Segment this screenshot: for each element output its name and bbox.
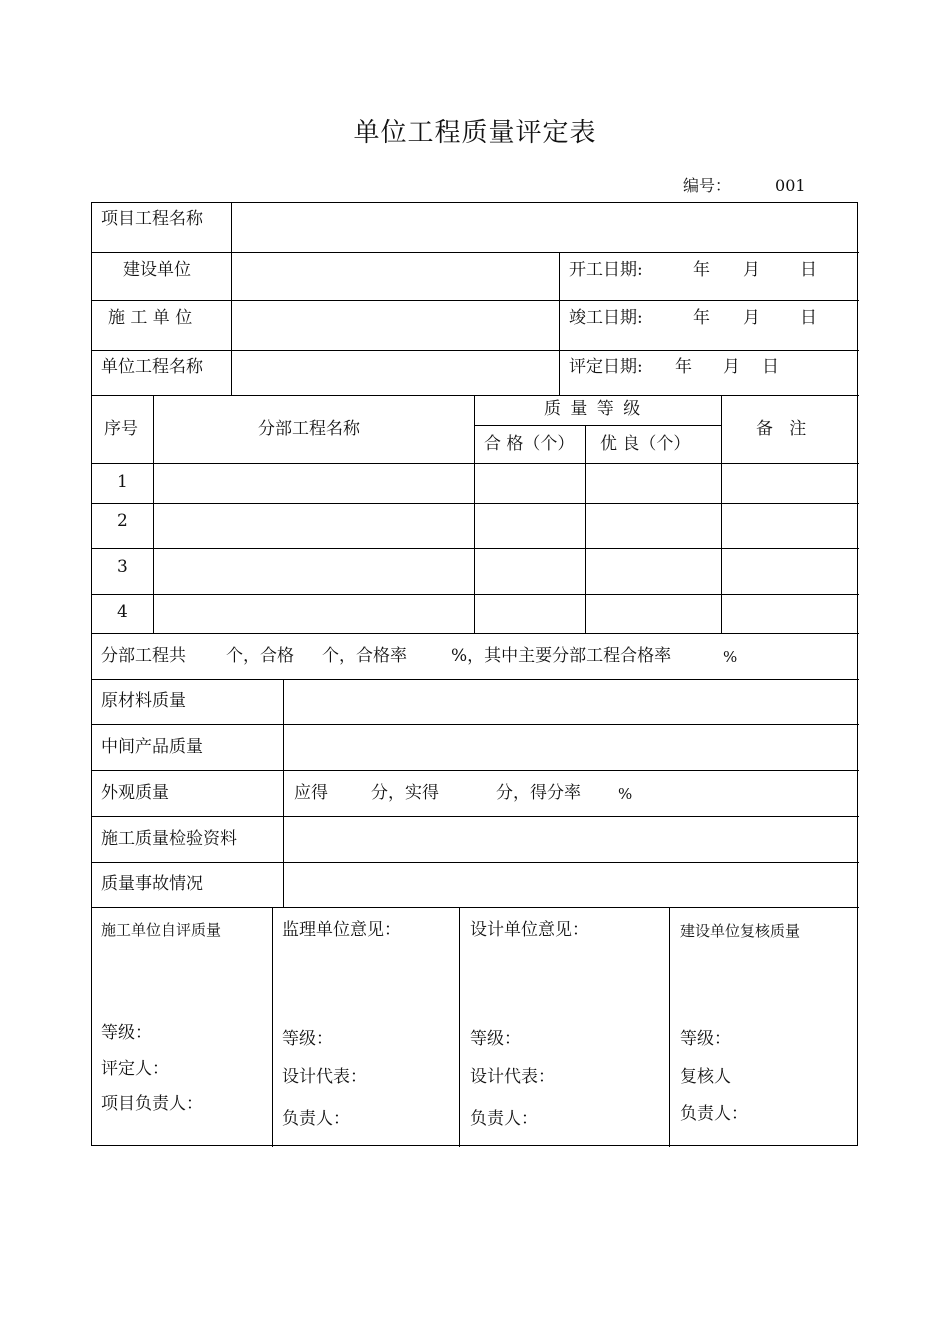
table-row[interactable] <box>154 464 859 503</box>
builder-evaluator-label[interactable]: 评定人： <box>101 1059 169 1079</box>
appearance-label: 外观质量 <box>101 783 169 803</box>
owner-reviewer-label[interactable]: 复核人 <box>680 1067 731 1087</box>
appearance-percent: % <box>618 785 633 803</box>
finish-date-month[interactable]: 月 <box>743 308 760 328</box>
unit-project-label: 单位工程名称 <box>101 357 203 377</box>
finish-date-year[interactable]: 年 <box>693 308 710 328</box>
remark-header: 备 注 <box>756 419 807 439</box>
designer-rep-label[interactable]: 设计代表： <box>470 1067 555 1087</box>
raw-material-label: 原材料质量 <box>101 691 186 711</box>
owner-grade-label[interactable]: 等级： <box>680 1029 731 1049</box>
owner-manager-label[interactable]: 负责人： <box>680 1104 748 1124</box>
eval-date-label: 评定日期: <box>569 357 643 377</box>
doc-number-label: 编号： <box>683 176 732 195</box>
grade-header: 质 量 等 级 <box>544 399 643 419</box>
eval-date-day[interactable]: 日 <box>762 357 779 377</box>
start-date-day[interactable]: 日 <box>800 260 817 280</box>
supervisor-manager-label[interactable]: 负责人： <box>282 1109 350 1129</box>
name-header: 分部工程名称 <box>258 419 360 439</box>
supervisor-grade-label[interactable]: 等级： <box>282 1029 333 1049</box>
appearance-due-label: 应得 <box>294 783 328 803</box>
construction-unit-label: 建设单位 <box>123 260 191 280</box>
summary-percent: % <box>723 648 738 666</box>
designer-manager-label[interactable]: 负责人： <box>470 1109 538 1129</box>
row-number: 2 <box>117 511 128 531</box>
accidents-field[interactable] <box>284 863 859 907</box>
evaluation-form <box>91 202 858 1146</box>
inspection-docs-label: 施工质量检验资料 <box>101 829 237 849</box>
finish-date-label: 竣工日期: <box>569 308 643 328</box>
supervisor-opinion-header: 监理单位意见： <box>282 920 401 940</box>
start-date-label: 开工日期: <box>569 260 643 280</box>
start-date-month[interactable]: 月 <box>743 260 760 280</box>
project-name-label: 项目工程名称 <box>101 209 203 229</box>
summary-main-rate-label: %，其中主要分部工程合格率 <box>451 646 672 666</box>
summary-pass-label: 个，合格 <box>226 646 294 666</box>
intermediate-label: 中间产品质量 <box>101 737 203 757</box>
eval-date-month[interactable]: 月 <box>723 357 740 377</box>
summary-rate-label: 个，合格率 <box>322 646 407 666</box>
project-name-field[interactable] <box>232 203 859 252</box>
page-title: 单位工程质量评定表 <box>353 118 597 148</box>
row-number: 3 <box>117 557 128 577</box>
seq-header: 序号 <box>104 419 138 439</box>
row-number: 1 <box>117 472 128 492</box>
row-number: 4 <box>117 602 128 622</box>
owner-review-header: 建设单位复核质量 <box>680 922 801 940</box>
designer-grade-label[interactable]: 等级： <box>470 1029 521 1049</box>
table-row[interactable] <box>154 549 859 594</box>
appearance-got-label: 分，实得 <box>371 783 439 803</box>
builder-unit-field[interactable] <box>232 301 559 350</box>
raw-material-field[interactable] <box>284 680 859 724</box>
table-row[interactable] <box>154 504 859 548</box>
intermediate-field[interactable] <box>284 725 859 770</box>
appearance-rate-label: 分，得分率 <box>496 783 581 803</box>
builder-manager-label[interactable]: 项目负责人： <box>101 1094 203 1114</box>
construction-unit-field[interactable] <box>232 253 559 300</box>
table-row[interactable] <box>154 595 859 633</box>
accidents-label: 质量事故情况 <box>101 874 203 894</box>
supervisor-rep-label[interactable]: 设计代表： <box>282 1067 367 1087</box>
doc-number <box>683 173 806 196</box>
finish-date-day[interactable]: 日 <box>800 308 817 328</box>
builder-self-eval-header: 施工单位自评质量 <box>101 921 222 939</box>
summary-count-label: 分部工程共 <box>101 646 186 666</box>
designer-opinion-header: 设计单位意见： <box>470 920 589 940</box>
start-date-year[interactable]: 年 <box>693 260 710 280</box>
builder-unit-label: 施 工 单 位 <box>108 308 193 328</box>
eval-date-year[interactable]: 年 <box>675 357 692 377</box>
doc-number-value[interactable]: 001 <box>775 176 806 195</box>
builder-grade-label[interactable]: 等级： <box>101 1023 152 1043</box>
pass-header: 合 格（个） <box>484 434 575 454</box>
unit-project-field[interactable] <box>232 351 559 395</box>
good-header: 优 良（个） <box>600 434 691 454</box>
inspection-docs-field[interactable] <box>284 817 859 862</box>
